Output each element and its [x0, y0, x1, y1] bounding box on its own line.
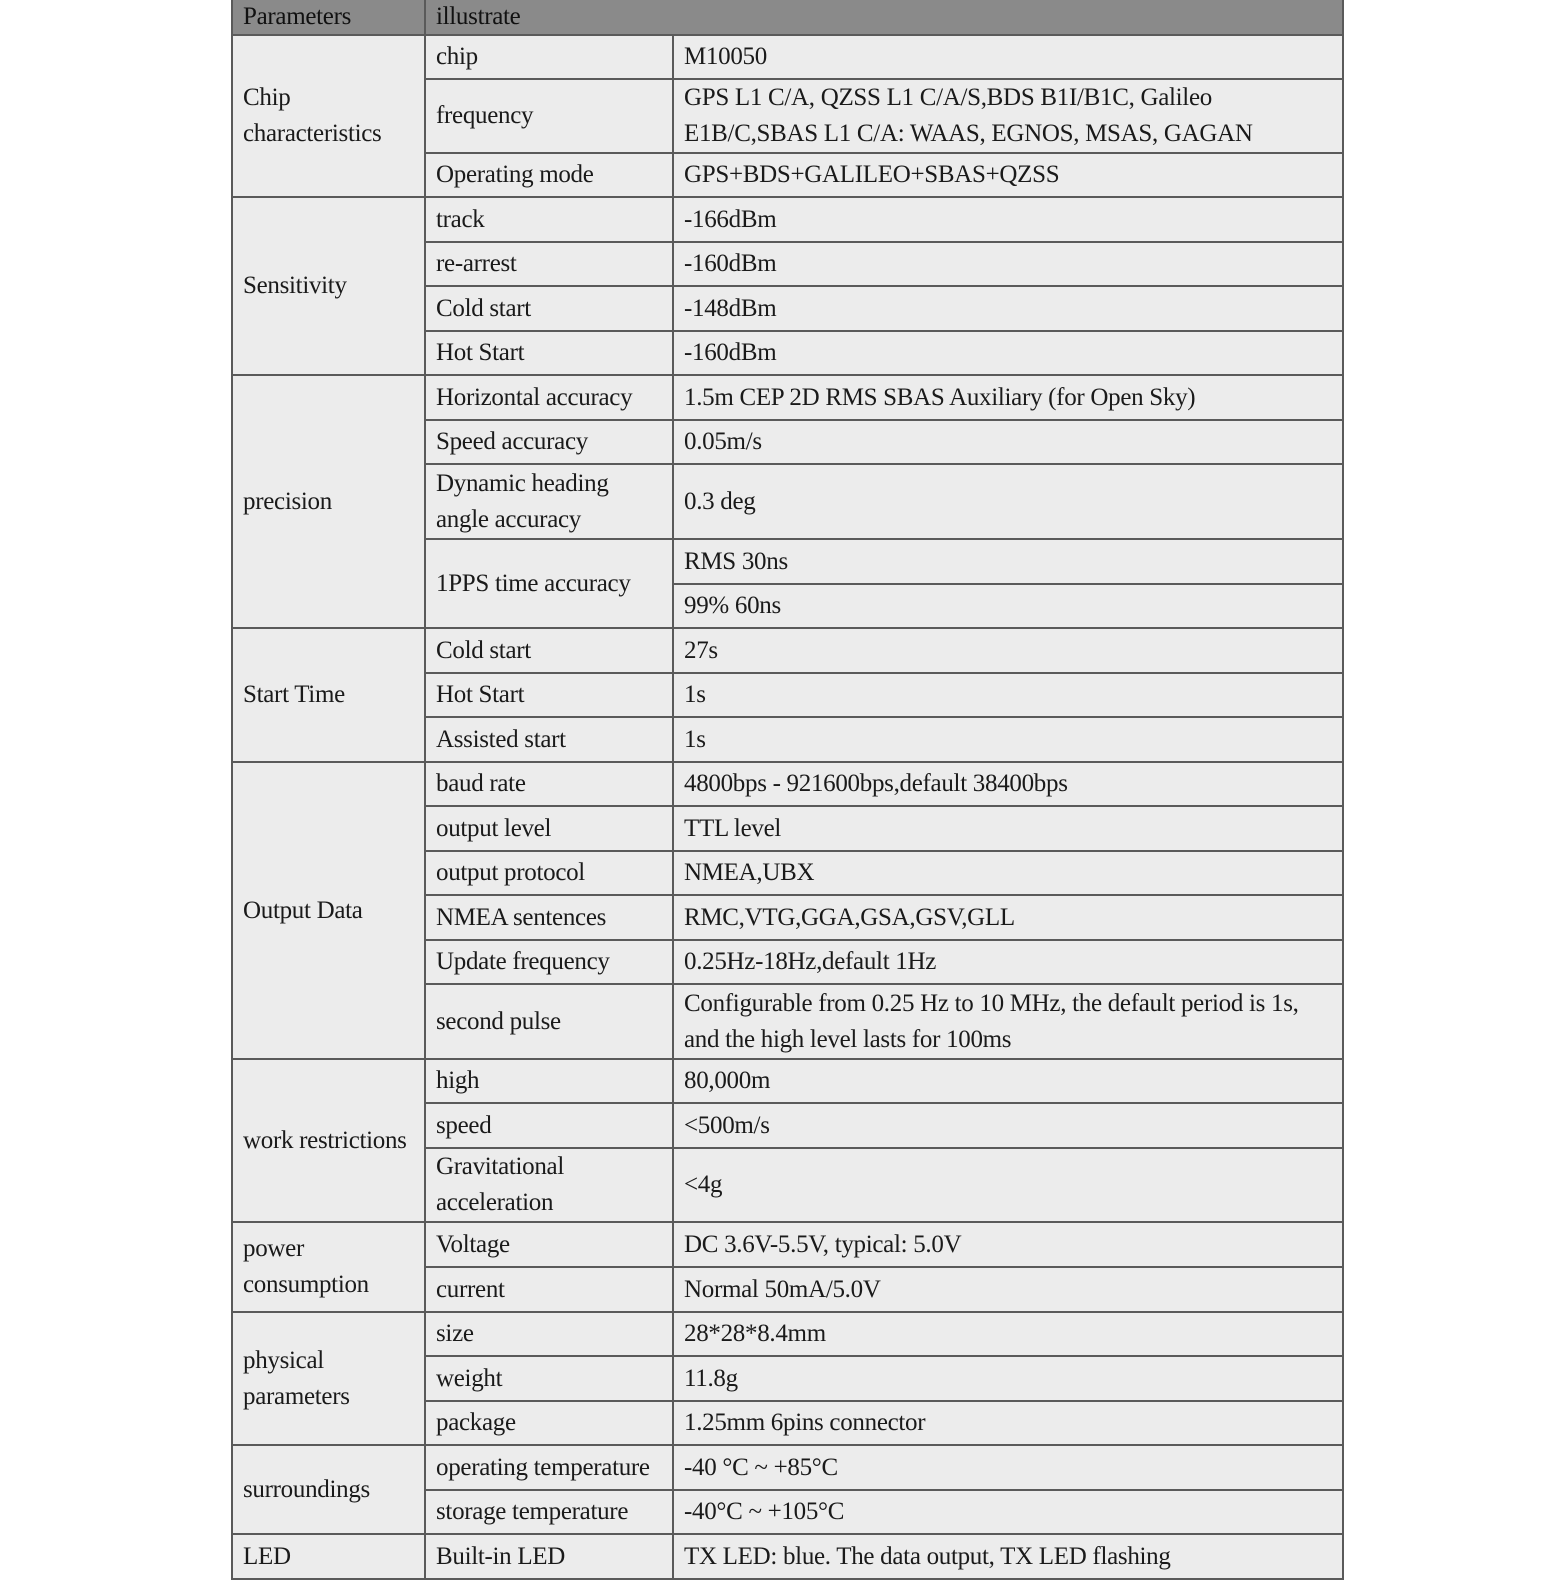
table-row: [232, 628, 1343, 673]
group-precision: precision: [232, 375, 425, 628]
value-cell: 1.25mm 6pins connector: [673, 1401, 1343, 1445]
param-cell: operating temperature: [425, 1445, 673, 1490]
param-cell: size: [425, 1312, 673, 1356]
group-power-consumption: power consumption: [232, 1222, 425, 1312]
value-cell: 0.05m/s: [673, 420, 1343, 464]
table-row: [232, 1059, 1343, 1103]
value-cell: Normal 50mA/5.0V: [673, 1267, 1343, 1312]
param-cell: Cold start: [425, 286, 673, 331]
header-blank: [673, 0, 1343, 35]
param-cell: weight: [425, 1356, 673, 1401]
value-cell: 0.3 deg: [673, 464, 1343, 539]
value-cell: -160dBm: [673, 242, 1343, 286]
value-cell: 99% 60ns: [673, 584, 1343, 628]
table-row: [232, 762, 1343, 806]
value-cell: RMC,VTG,GGA,GSA,GSV,GLL: [673, 895, 1343, 940]
value-cell: 1s: [673, 673, 1343, 717]
param-cell: speed: [425, 1103, 673, 1148]
value-cell: TX LED: blue. The data output, TX LED flashing: [673, 1534, 1343, 1579]
param-cell: re-arrest: [425, 242, 673, 286]
param-cell: Assisted start: [425, 717, 673, 762]
param-cell: track: [425, 197, 673, 242]
group-start-time: Start Time: [232, 628, 425, 762]
param-cell: Dynamic heading angle accuracy: [425, 464, 673, 539]
param-cell: Hot Start: [425, 673, 673, 717]
value-cell: DC 3.6V-5.5V, typical: 5.0V: [673, 1222, 1343, 1267]
value-cell: -40°C ~ +105°C: [673, 1490, 1343, 1534]
param-cell: current: [425, 1267, 673, 1312]
param-cell: high: [425, 1059, 673, 1103]
spec-table: [231, 0, 1344, 1580]
group-sensitivity: Sensitivity: [232, 197, 425, 375]
group-physical-parameters: physical parameters: [232, 1312, 425, 1445]
param-cell: Operating mode: [425, 153, 673, 197]
value-cell: -40 °C ~ +85°C: [673, 1445, 1343, 1490]
param-cell: frequency: [425, 79, 673, 153]
table-row: [232, 1312, 1343, 1356]
param-cell: 1PPS time accuracy: [425, 539, 673, 628]
value-cell: -148dBm: [673, 286, 1343, 331]
table-row: [232, 375, 1343, 420]
param-cell: Voltage: [425, 1222, 673, 1267]
group-surroundings: surroundings: [232, 1445, 425, 1534]
group-led: LED: [232, 1534, 425, 1579]
param-cell: Horizontal accuracy: [425, 375, 673, 420]
table-header: [232, 0, 1343, 35]
value-cell: 1s: [673, 717, 1343, 762]
value-cell: NMEA,UBX: [673, 851, 1343, 895]
param-cell: Speed accuracy: [425, 420, 673, 464]
param-cell: second pulse: [425, 984, 673, 1059]
value-cell: 27s: [673, 628, 1343, 673]
group-chip-characteristics: Chip characteristics: [232, 35, 425, 197]
param-cell: baud rate: [425, 762, 673, 806]
param-cell: Update frequency: [425, 940, 673, 984]
table-row: [232, 1222, 1343, 1267]
param-cell: Cold start: [425, 628, 673, 673]
table-row: [232, 1445, 1343, 1490]
table-row: [232, 35, 1343, 79]
value-cell: <4g: [673, 1148, 1343, 1222]
value-cell: GPS L1 C/A, QZSS L1 C/A/S,BDS B1I/B1C, Galileo E1B/C,SBAS L1 C/A: WAAS, EGNOS, MSAS, GAGAN: [673, 79, 1343, 153]
param-cell: chip: [425, 35, 673, 79]
group-output-data: Output Data: [232, 762, 425, 1059]
param-cell: Gravitational acceleration: [425, 1148, 673, 1222]
value-cell: TTL level: [673, 806, 1343, 851]
table-row: [232, 197, 1343, 242]
value-cell: -160dBm: [673, 331, 1343, 375]
value-cell: GPS+BDS+GALILEO+SBAS+QZSS: [673, 153, 1343, 197]
header-parameters: Parameters: [232, 0, 425, 35]
param-cell: output level: [425, 806, 673, 851]
param-cell: package: [425, 1401, 673, 1445]
group-work-restrictions: work restrictions: [232, 1059, 425, 1222]
value-cell: Configurable from 0.25 Hz to 10 MHz, the default period is 1s, and the high level lasts for 100ms: [673, 984, 1343, 1059]
param-cell: Hot Start: [425, 331, 673, 375]
value-cell: 4800bps - 921600bps,default 38400bps: [673, 762, 1343, 806]
header-row: [232, 0, 1343, 35]
value-cell: RMS 30ns: [673, 539, 1343, 584]
param-cell: NMEA sentences: [425, 895, 673, 940]
value-cell: 1.5m CEP 2D RMS SBAS Auxiliary (for Open Sky): [673, 375, 1343, 420]
value-cell: 0.25Hz-18Hz,default 1Hz: [673, 940, 1343, 984]
value-cell: <500m/s: [673, 1103, 1343, 1148]
value-cell: -166dBm: [673, 197, 1343, 242]
value-cell: M10050: [673, 35, 1343, 79]
value-cell: 11.8g: [673, 1356, 1343, 1401]
table-row: [232, 1534, 1343, 1579]
param-cell: output protocol: [425, 851, 673, 895]
value-cell: 28*28*8.4mm: [673, 1312, 1343, 1356]
header-illustrate: illustrate: [425, 0, 673, 35]
param-cell: Built-in LED: [425, 1534, 673, 1579]
param-cell: storage temperature: [425, 1490, 673, 1534]
value-cell: 80,000m: [673, 1059, 1343, 1103]
